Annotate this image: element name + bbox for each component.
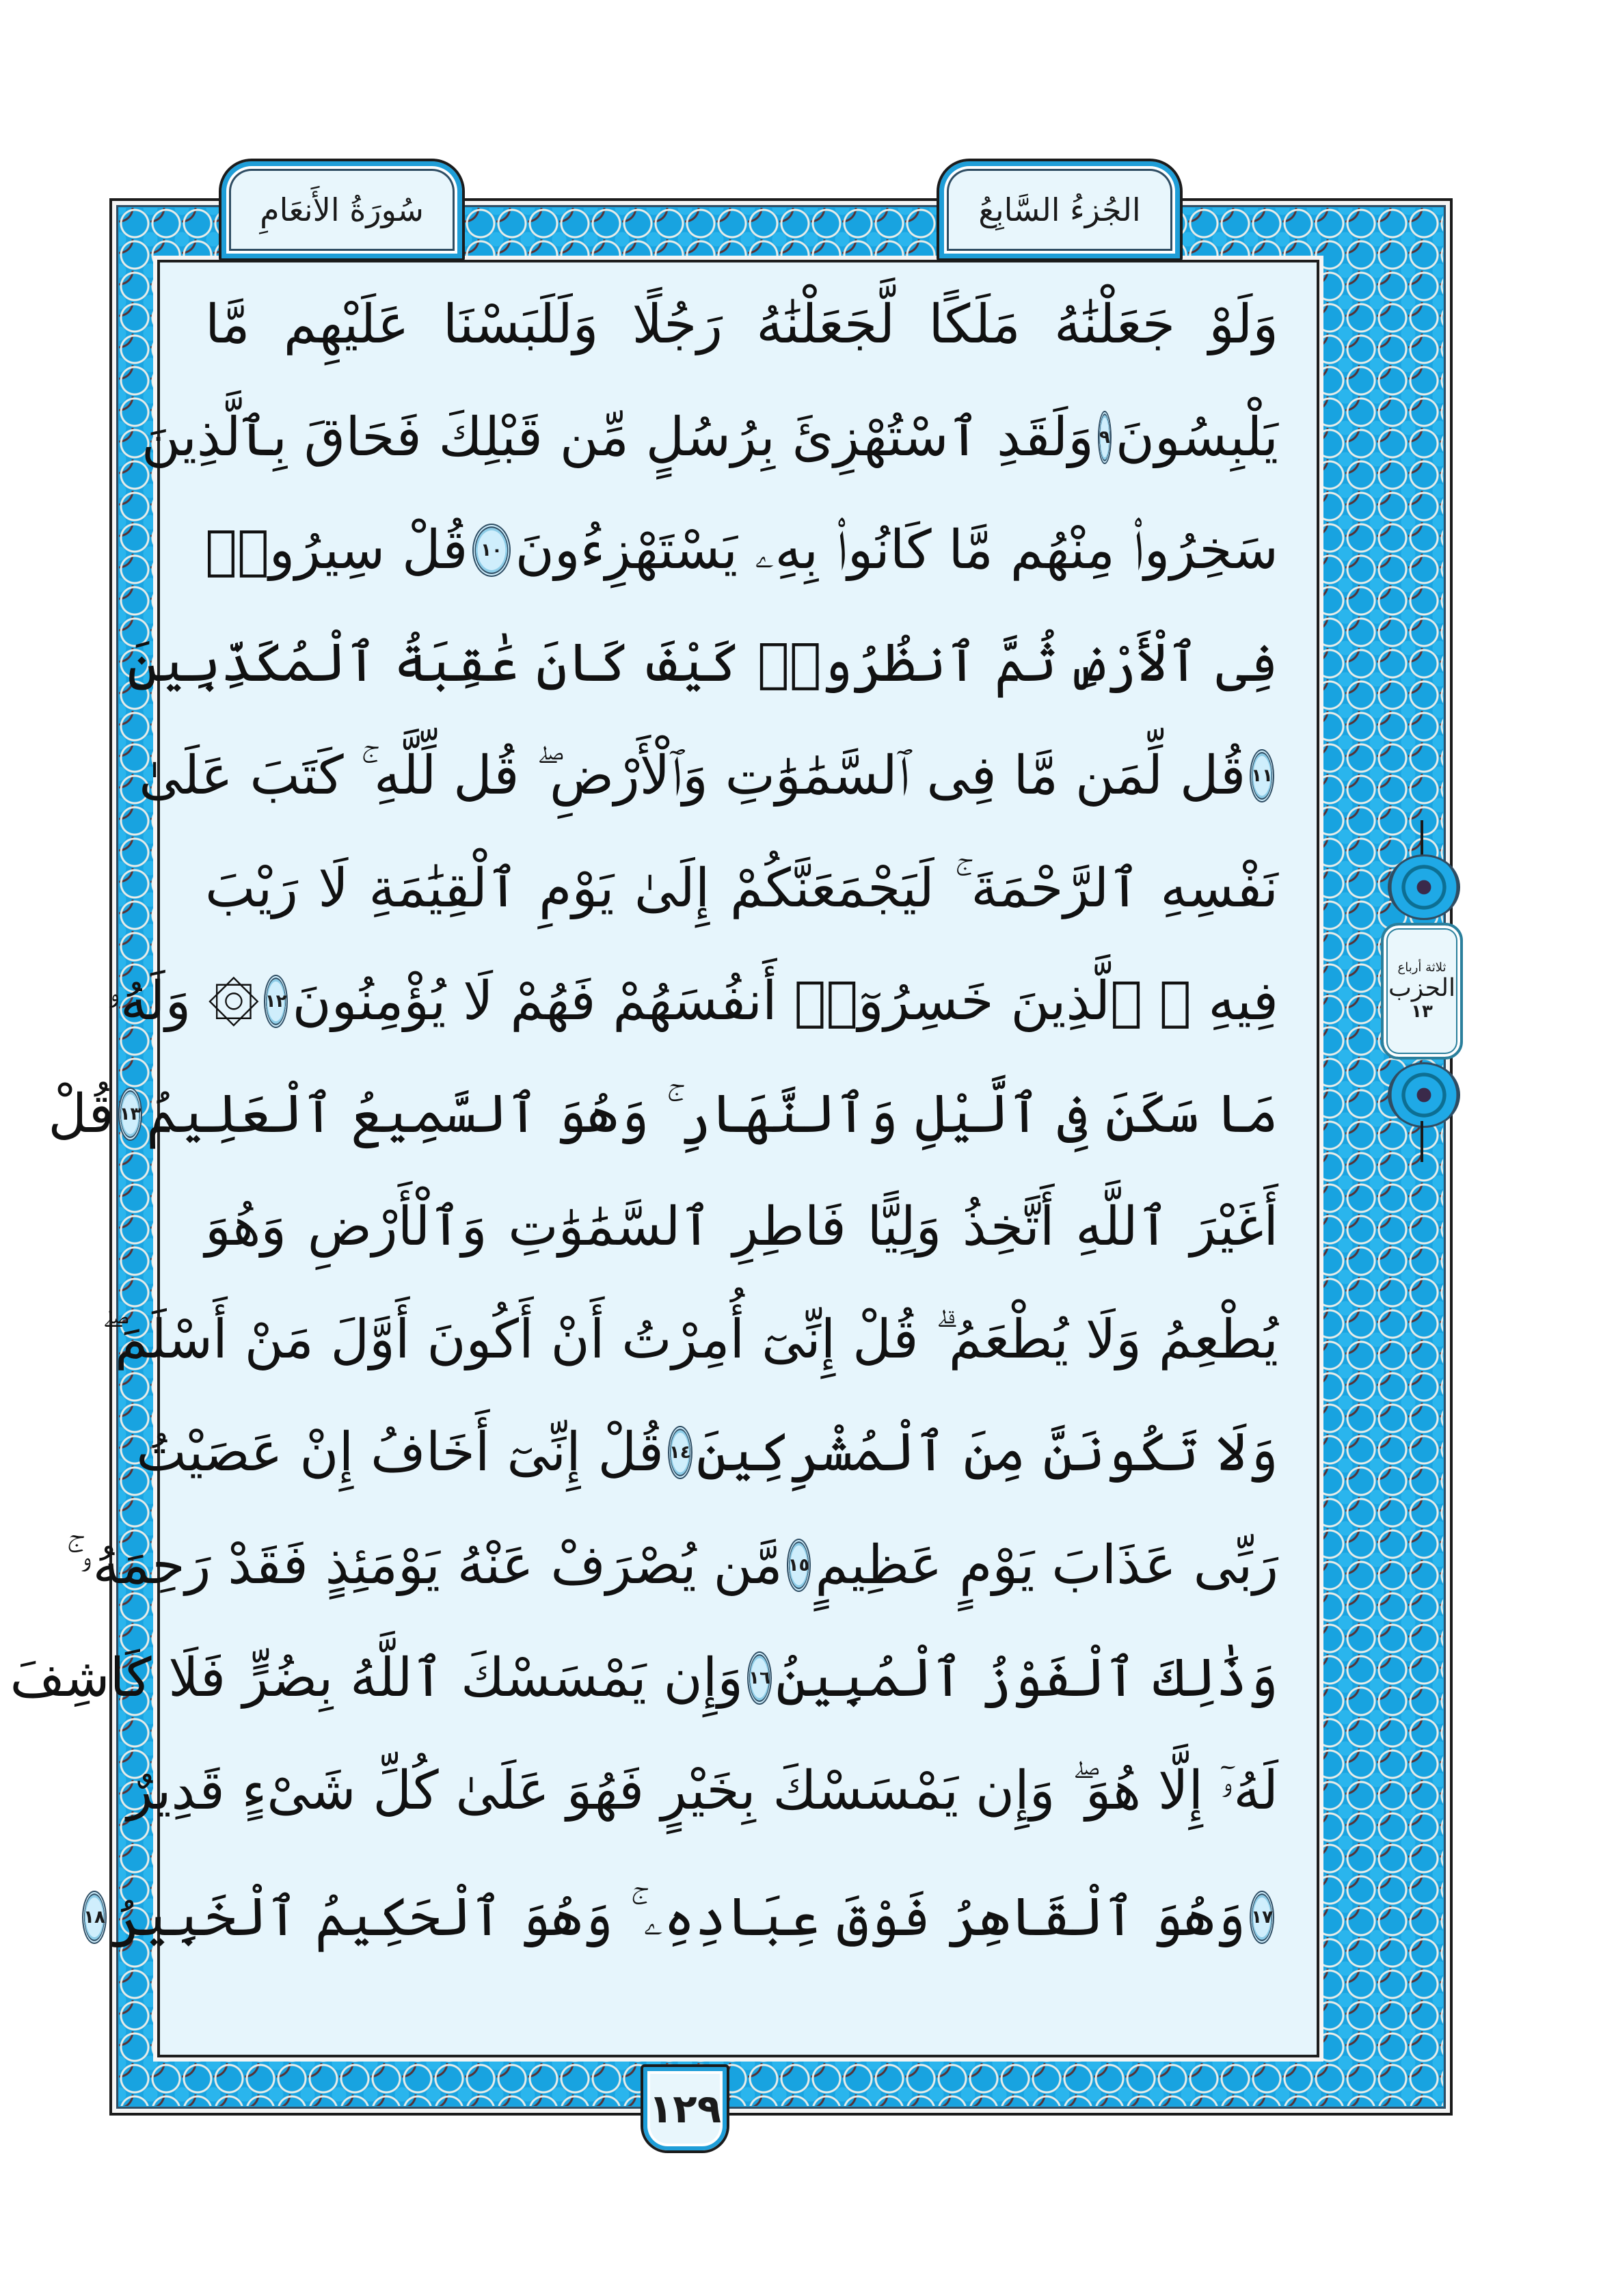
- verse-text: ۞ وَلَهُۥ: [107, 970, 260, 1032]
- hizb-label: الحزب: [1388, 973, 1455, 1002]
- verse-text: قُل لِّمَن مَّا فِى ٱلسَّمَٰوَٰتِ وَٱلْأَرْضِ ۖ قُل لِّلَّهِ ۚ كَتَبَ عَلَىٰ: [139, 744, 1246, 807]
- verse-line: [141, 386, 1278, 489]
- verse-text: لَهُۥٓ إِلَّا هُوَ ۖ وَإِن يَمْسَسْكَ بِخَيْرٍ فَهُوَ عَلَىٰ كُلِّ شَىْءٍ قَدِيرٌ: [126, 1759, 1278, 1822]
- verse-text: وَلَوْ جَعَلْنَٰهُ مَلَكًا لَّجَعَلْنَٰهُ رَجُلًا وَلَلَبَسْنَا عَلَيْهِم مَّا: [205, 294, 1278, 355]
- verse-text: يُطْعِمُ وَلَا يُطْعَمُ ۗ قُلْ إِنِّىٓ أُمِرْتُ أَنْ أَكُونَ أَوَّلَ مَنْ أَسْلَمَ ۖ: [101, 1308, 1278, 1370]
- juz-name: الجُزءُ السَّابِعُ: [978, 191, 1141, 228]
- verse-line: [83, 1866, 1278, 1969]
- ayah-number-marker: ١٤: [668, 1426, 692, 1479]
- verse-text: مَّن يُصْرَفْ عَنْهُ يَوْمَئِذٍ فَقَدْ رَحِمَهُۥ ۚ: [66, 1534, 783, 1596]
- ayah-number-marker: ١٠: [472, 524, 511, 577]
- verse-line: [136, 1401, 1278, 1504]
- verse-line: [139, 725, 1278, 827]
- verse-line: [126, 1740, 1278, 1842]
- verse-text: وَهُوَ ٱلْقَاهِرُ فَوْقَ عِبَادِهِۦ ۚ وَهُوَ ٱلْحَكِيمُ ٱلْخَبِيرُ: [110, 1886, 1246, 1948]
- ayah-number-marker: ١٢: [264, 975, 288, 1028]
- ayah-number-marker: ١٣: [118, 1088, 143, 1141]
- page-number: ١٢٩: [648, 2085, 722, 2132]
- ayah-number-marker: ١٨: [82, 1891, 107, 1944]
- verse-text: قُلْ: [48, 1083, 114, 1145]
- verse-line: [205, 499, 1278, 602]
- surah-name-header: [219, 159, 465, 261]
- ayah-number-marker: ١١: [1250, 749, 1274, 802]
- verse-line: [205, 837, 1278, 940]
- verse-text: سَخِرُوا۟ مِنْهُم مَّا كَانُوا۟ بِهِۦ يَسْتَهْزِءُونَ: [515, 519, 1278, 581]
- page-number-badge: [641, 2064, 729, 2153]
- verse-line: [205, 1176, 1278, 1278]
- ayah-number-marker: ١٦: [747, 1651, 772, 1705]
- ayah-number-marker: ١٥: [787, 1539, 811, 1592]
- verse-line: [127, 612, 1278, 714]
- verse-text: مَا سَكَنَ فِى ٱلَّيْلِ وَٱلنَّهَارِ ۚ وَهُوَ ٱلسَّمِيعُ ٱلْعَلِيمُ: [146, 1083, 1278, 1145]
- verse-lines: [10, 273, 1278, 2051]
- verse-text: قُلْ إِنِّىٓ أَخَافُ إِنْ عَصَيْتُ: [136, 1422, 664, 1483]
- verse-text: وَلَا تَكُونَنَّ مِنَ ٱلْمُشْرِكِينَ: [696, 1422, 1278, 1483]
- rosette-icon: [1388, 854, 1460, 920]
- verse-text: وَإِن يَمْسَسْكَ ٱللَّهُ بِضُرٍّ فَلَا كَاشِفَ: [10, 1647, 744, 1709]
- verse-text: قُلْ سِيرُوا۟: [205, 519, 468, 581]
- verse-line: [107, 950, 1278, 1053]
- verse-text: رَبِّى عَذَابَ يَوْمٍ عَظِيمٍ: [815, 1535, 1278, 1596]
- verse-text: أَغَيْرَ ٱللَّهِ أَتَّخِذُ وَلِيًّا فَاطِرِ ٱلسَّمَٰوَٰتِ وَٱلْأَرْضِ وَهُوَ: [205, 1196, 1278, 1258]
- hizb-marker-bottom-stem: [1421, 1121, 1423, 1162]
- verse-line: [205, 273, 1278, 376]
- verse-text: فِيهِ ۚ ٱلَّذِينَ خَسِرُوٓا۟ أَنفُسَهُمْ فَهُمْ لَا يُؤْمِنُونَ: [292, 971, 1278, 1032]
- verse-text: وَذَٰلِكَ ٱلْفَوْزُ ٱلْمُبِينُ: [775, 1647, 1278, 1709]
- verse-text: وَلَقَدِ ٱسْتُهْزِئَ بِرُسُلٍ مِّن قَبْلِكَ فَحَاقَ بِٱلَّذِينَ: [141, 407, 1094, 468]
- verse-line: [10, 1627, 1278, 1729]
- ayah-number-marker: ٩: [1098, 411, 1112, 464]
- surah-name: سُورَةُ الأَنعَامِ: [260, 191, 424, 228]
- hizb-marker: [1371, 820, 1473, 1162]
- juz-name-header: [937, 159, 1183, 261]
- verse-line: [101, 1288, 1278, 1391]
- hizb-label-box: [1381, 923, 1463, 1059]
- verse-text: نَفْسِهِ ٱلرَّحْمَةَ ۚ لَيَجْمَعَنَّكُمْ إِلَىٰ يَوْمِ ٱلْقِيَٰمَةِ لَا رَيْبَ: [205, 857, 1278, 919]
- verse-text: فِى ٱلْأَرْضِ ثُمَّ ٱنظُرُوا۟ كَيْفَ كَانَ عَٰقِبَةُ ٱلْمُكَذِّبِينَ: [127, 632, 1278, 694]
- verse-line: [48, 1063, 1278, 1165]
- hizb-quarter-label: ثلاثة أرباع: [1397, 960, 1447, 975]
- rosette-icon: [1388, 1062, 1460, 1128]
- verse-line: [66, 1514, 1278, 1617]
- verse-text: يَلْبِسُونَ: [1115, 407, 1278, 468]
- ayah-number-marker: ١٧: [1250, 1891, 1274, 1944]
- hizb-number: ١٣: [1411, 1001, 1433, 1023]
